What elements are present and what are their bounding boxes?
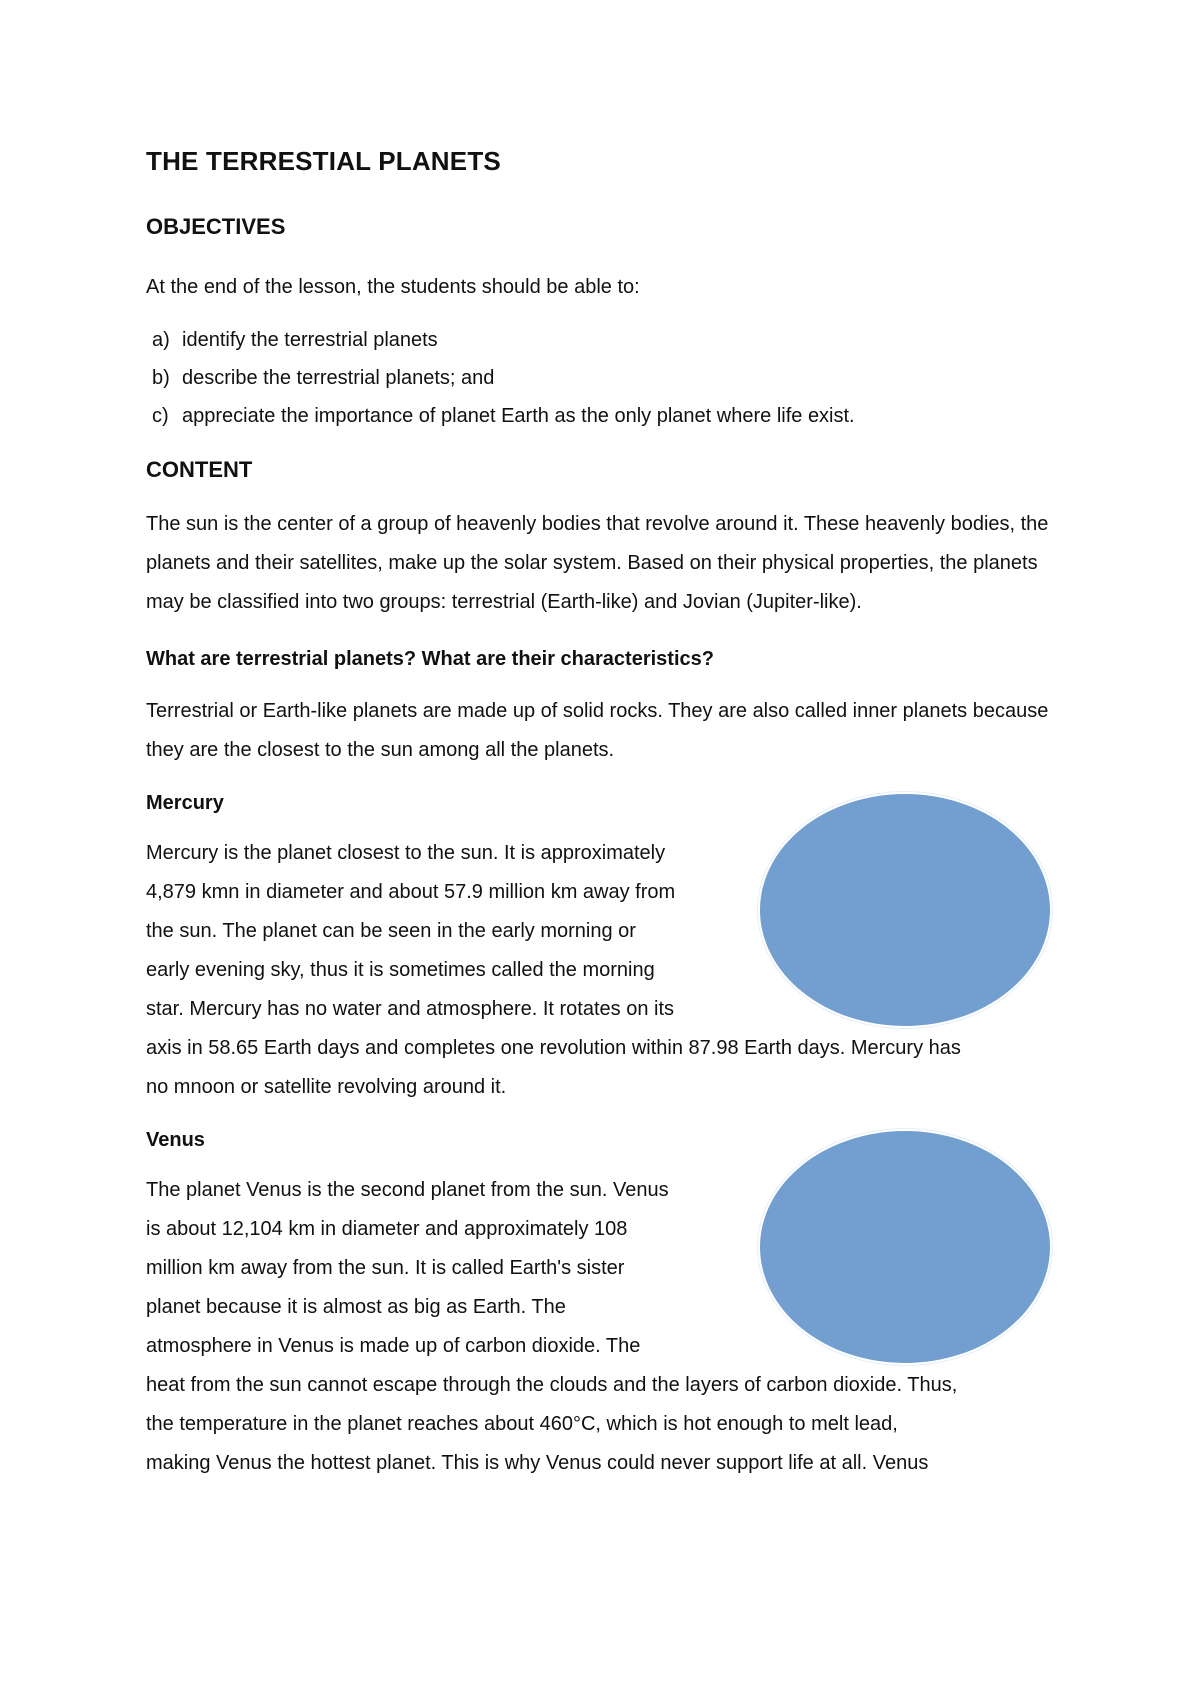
list-item (146, 359, 1066, 397)
venus-heading: Venus (146, 1129, 205, 1151)
content-heading: CONTENT (146, 457, 253, 482)
mercury-line: no mnoon or satellite revolving around it. (146, 1076, 507, 1098)
venus-line: making Venus the hottest planet. This is why Venus could never support life at all. Venus (146, 1452, 929, 1474)
objectives-heading: OBJECTIVES (146, 214, 286, 239)
list-item-text: identify the terrestrial planets (182, 329, 438, 351)
venus-line: atmosphere in Venus is made up of carbon dioxide. The (146, 1335, 641, 1357)
venus-line: million km away from the sun. It is called Earth's sister (146, 1257, 625, 1279)
venus-section (146, 1171, 1066, 1483)
list-marker: a) (152, 329, 170, 351)
list-marker: b) (152, 367, 170, 389)
venus-planet-image (758, 1129, 1052, 1365)
question-heading: What are terrestrial planets? What are their characteristics? (146, 648, 714, 670)
venus-line: heat from the sun cannot escape through the clouds and the layers of carbon dioxide. Thus, (146, 1374, 958, 1396)
content-paragraph: The sun is the center of a group of heavenly bodies that revolve around it. These heavenly bodies, the planets and their satellites, make up the solar system. Based on their physical properties, the planets may be classified into two groups: terrestrial (Earth-like) and Jovian (Jupiter-like). (146, 513, 1049, 613)
objectives-intro: At the end of the lesson, the students should be able to: (146, 276, 640, 298)
objectives-list (146, 321, 1066, 435)
venus-line: planet because it is almost as big as Earth. The (146, 1296, 566, 1318)
list-marker: c) (152, 405, 169, 427)
mercury-planet-image (758, 792, 1052, 1028)
mercury-line: Mercury is the planet closest to the sun. It is approximately (146, 842, 666, 864)
mercury-line: axis in 58.65 Earth days and completes one revolution within 87.98 Earth days. Mercury has (146, 1037, 961, 1059)
terrestrial-paragraph: Terrestrial or Earth-like planets are made up of solid rocks. They are also called inner planets because they are the closest to the sun among all the planets. (146, 700, 1049, 761)
mercury-line: 4,879 kmn in diameter and about 57.9 million km away from (146, 881, 676, 903)
venus-line: is about 12,104 km in diameter and approximately 108 (146, 1218, 628, 1240)
mercury-line: the sun. The planet can be seen in the early morning or (146, 920, 636, 942)
mercury-heading: Mercury (146, 792, 224, 814)
mercury-line: early evening sky, thus it is sometimes called the morning (146, 959, 655, 981)
venus-line: the temperature in the planet reaches about 460°C, which is hot enough to melt lead, (146, 1413, 898, 1435)
document-title: THE TERRESTIAL PLANETS (146, 146, 501, 176)
mercury-line: star. Mercury has no water and atmosphere. It rotates on its (146, 998, 675, 1020)
list-item (146, 321, 1066, 359)
list-item-text: describe the terrestrial planets; and (182, 367, 495, 389)
list-item (146, 397, 1066, 435)
mercury-section (146, 834, 1066, 1107)
document-page (146, 140, 1066, 1483)
venus-line: The planet Venus is the second planet from the sun. Venus (146, 1179, 669, 1201)
list-item-text: appreciate the importance of planet Earth as the only planet where life exist. (182, 405, 855, 427)
